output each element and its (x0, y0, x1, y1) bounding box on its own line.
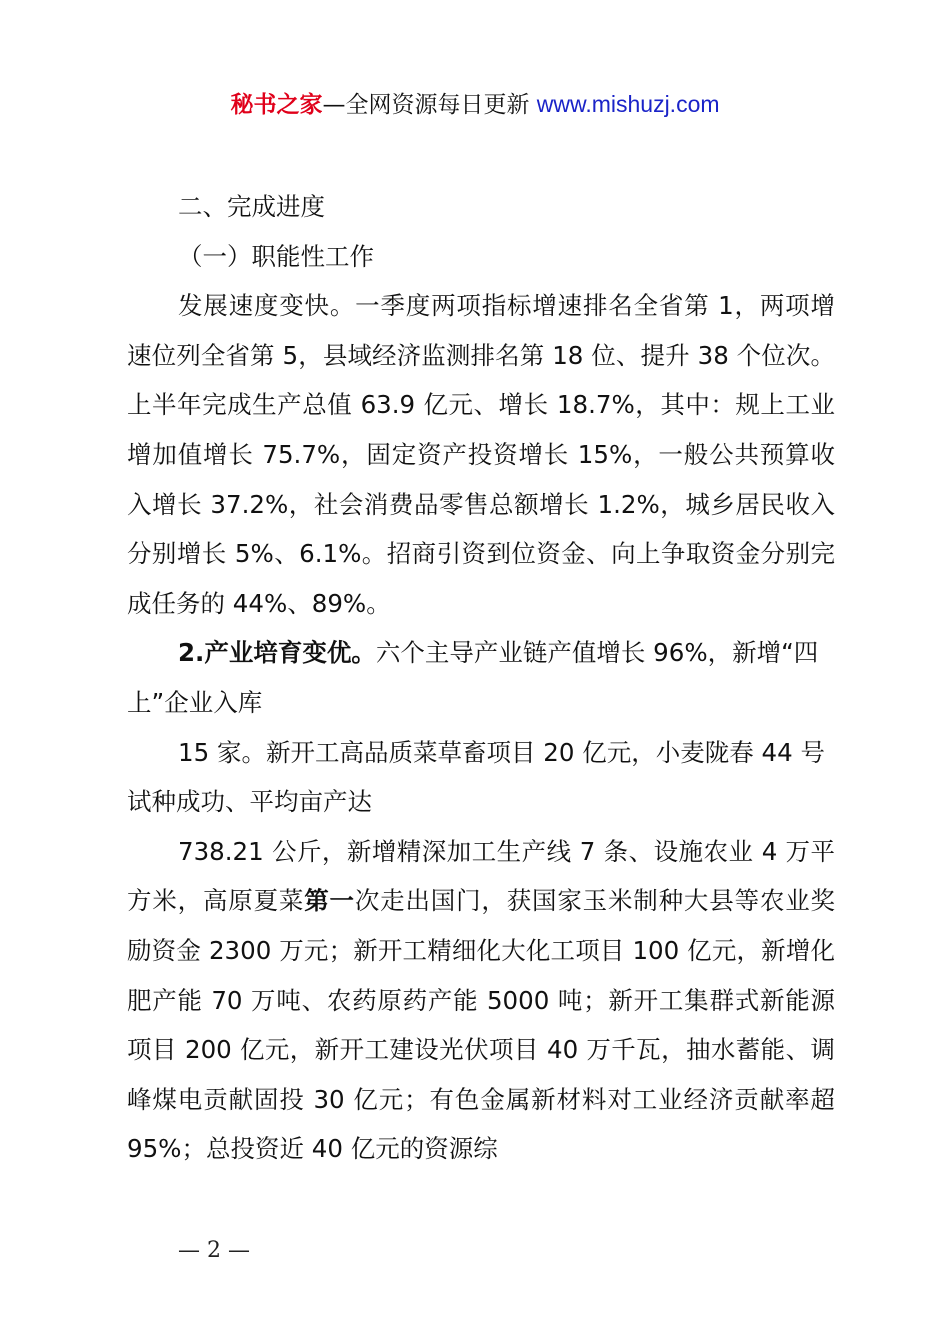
paragraph-development-speed: 发展速度变快。一季度两项指标增速排名全省第 1，两项增速位列全省第 5，县域经济监测排名第 18 位、提升 38 个位次。上半年完成生产总值 63.9 亿元、增长 18.7%，其中：规上工业增加值增长 75.7%，固定资产投资增长 15%，一般公共预算收入增长 37.2%，社会消费品零售总额增长 1.2%，城乡居民收入分别增长 5%、6.1%。招商引资到位资金、向上争取资金分别完成任务的 44%、89%。 (127, 291, 835, 618)
paragraph-projects (127, 827, 835, 1174)
site-brand: 秘书之家 (230, 92, 323, 118)
paragraph-emphasis: 第一 (304, 886, 355, 916)
site-header (0, 88, 950, 121)
paragraph-text-b: 次走出国门，获国家玉米制种大县等农业奖励资金 2300 万元；新开工精细化大化工项目 100 亿元，新增化肥产能 70 万吨、农药原药产能 5000 吨；新开工集群式新能源项目 200 亿元，新开工建设光伏项目 40 万千瓦，抽水蓄能、调峰煤电贡献固投 30 亿元；有色金属新材料对工业经济贡献率超 95%；总投资近 40 亿元的资源综 (127, 886, 836, 1164)
paragraph-lead-bold: 2.产业培育变优。 (178, 638, 376, 668)
paragraph-agriculture: 15 家。新开工高品质菜草畜项目 20 亿元，小麦陇春 44 号试种成功、平均亩产达 (127, 737, 825, 817)
paragraph-industry-cultivation (127, 628, 835, 727)
section-heading: 二、完成进度 (178, 192, 325, 221)
site-slogan: —全网资源每日更新 (322, 92, 530, 118)
site-url-link[interactable]: www.mishuzj.com (536, 91, 720, 117)
page-number: — 2 — (178, 1238, 250, 1263)
paragraph-text: 六个主导产业链产值增长 96%，新增“四上”企业入库 (127, 638, 819, 717)
sub-heading: （一）职能性工作 (178, 241, 374, 271)
paragraph-text-a: 738.21 公斤，新增精深加工生产线 7 条、设施农业 4 万平方米，高原夏菜 (127, 836, 835, 916)
document-body (127, 182, 835, 1174)
